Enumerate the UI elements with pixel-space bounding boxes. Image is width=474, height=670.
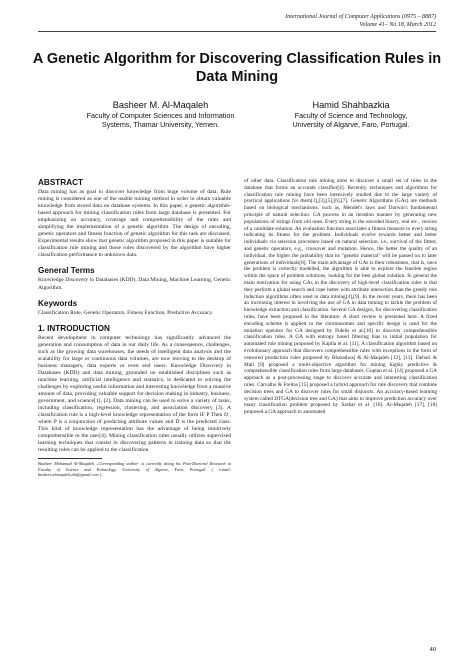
- keywords-text: Classification Rule, Genetic Operators, Fitness Function, Predictive Accuracy.: [38, 309, 214, 316]
- left-column: [38, 178, 231, 478]
- author-footnote: Basheer Mohamad Al-Maqaleh –Corresponding author- is currently doing his Post-Doctoral Research at Faculty of Science and Technology, University of Algarve, Faro, Portugal. ( e-mail: basheer.almaqaleh.dm@gmail.com ).: [38, 461, 231, 478]
- general-terms-heading: General Terms: [38, 266, 95, 276]
- abstract-heading: ABSTRACT: [38, 178, 84, 187]
- footnote-rule: [38, 458, 102, 459]
- header-rule: [38, 31, 436, 32]
- author-name: Hamid Shahbazkia: [312, 100, 390, 110]
- introduction-heading: 1. INTRODUCTION: [38, 323, 110, 333]
- introduction-text: Recent development in computer technology has significantly advanced the generation and consumption of data in our daily life. As a consequence, challenges, such as the growing data warehouses, the needs of intelligent data analysis and the scalability for large or continuous data volumes, are now moving to the desktop of business managers, data experts or even end users. Knowledge Discovery in Databases (KDD) and data mining, grounded on established disciplines such as machine learning, artificial intelligence and statistics, is dedicated to solving the challenges by exploring useful information and interesting knowledge from a massive amount of data, providing valuable support for decision making in industry, business, government, and science[1], [2]. Data mining can be used to solve a variety of tasks, including classification, regression, clustering, and association discovery [3]. A classification rule is a high-level knowledge representation of the form IF P Then D , where P is a conjunction of predicting attribute values and D is the predicted class. This kind of knowledge representation has the advantage of being intuitively comprehensible to the user[4]. Mining classification rules usually utilizes supervised learning techniques that consist in discovering patterns in training data so that the resulting rules can be applied to the classification: [38, 334, 231, 454]
- author-block-1: [78, 100, 243, 130]
- page-number: 40: [429, 646, 436, 653]
- keywords-heading: Keywords: [38, 298, 78, 308]
- author-block-2: [283, 100, 419, 130]
- journal-header: [285, 14, 436, 29]
- author-name: Basheer M. Al-Maqaleh: [112, 100, 209, 110]
- abstract-text: Data mining has as goal to discover knowledge from huge volume of data. Rule mining is considered as one of the usable mining method in order to obtain valuable knowledge from stored data on database systems. In this paper, a genetic algorithm-based approach for mining classification rules from large database is presented. For emphasizing on accuracy, coverage and comprehensibility of the rules and simplifying the implementation of a genetic algorithm. The design of encoding, genetic operators and fitness function of genetic algorithm for this task are discussed. Experimental results show that genetic algorithm proposed in this paper is suitable for classification rule mining and those rules discovered by the algorithm have higher classification performance to unknown data.: [38, 189, 231, 259]
- paper-title: A Genetic Algorithm for Discovering Classification Rules in Data Mining: [32, 51, 442, 85]
- author-affiliation: Faculty of Computer Sciences and Information Systems, Thamar University, Yemen.: [86, 111, 235, 129]
- introduction-continued-text: of other data. Classification rule mining aims to discover a small set of rules in the database that forms an accurate classifier[4]. Recently, techniques and algorithms for classification rule mining have been intensively studied due to the large variety of practical applications for them[1],[3],[5],[6],[7]. Genetic Algorithms (GAs) are methods based on biological mechanisms, such as, Mendel's laws and Darwin's fundamental principle of natural selection. GA process in an iteration manner by generating new populations of strings from old ones. Every string is the encoded binary, real etc., version of a candidate solution. An evaluation function associates a fitness measure to every string indicating its fitness for the problem. Individuals evolve towards better and better individuals via selection procedure based on natural selection, i.e., survival of the fittest, and genetic operators, e.g., crossover and mutation. Hence, the better the quality of an individual, the higher the probability that its "genetic material" will be passed on to later generations of individuals[8]. The main advantage of GAs is their robustness, that is, once the problem is correctly modelled, the algorithm is able to explore the feasible region within the space of problem solutions, looking for the best global solution. In general the main motivation for using GAs in the discovery of high-level classification rules is that they perform a global search and cope better with attribute interaction than the greedy rule induction algorithms often used in data mining[4],[9]. In the recent years, there has been an increasing interest in involving the use of GA in data mining to tackle the problem of knowledge extraction and classification. Several GA designs, for discovering classification rules, have been proposed in the literature. A short review is presented here. A fixed encoding scheme is applied to the chromosomes and specific design is used for the mutation operator for GA designed by Fidelis et al.[10] to discover comprehensible classification rules. A GA with entropy based filtering bias to initial population for automated rule mining proposed by Kapila et al. [11]. A classification algorithm based on evolutionary approach that discovers comprehensible rules with exceptions in the form of censored production rules proposed by Bharadwaj & Al-Maqaleh [12], [13]. Dehuri & Mall [9] proposed a multi-objective algorithm for mining highly predictive & comprehensible classification rules from large databases. Goplan et al. [14] proposed a GA approach as a post-processing stage to discover accurate and interesting classification rules. Carvalho & Freitas [15] proposed a hybrid approach for rule discovery that combine decision trees and GA to discover rules for small disjuncts. An accuracy-based learning system called DTGA(decision tree and GA) that aims to improve prediction accuracy over many classification problem proposed by Sarkar et al. [16]. Al-Maqaleh [17], [18] proposed a GA approach to automated: [244, 178, 437, 416]
- journal-volume: Volume 41– No.18, March 2012: [359, 21, 436, 28]
- journal-name: International Journal of Computer Applications (0975 – 8887): [285, 14, 436, 20]
- general-terms-text: Knowledge Discovery in Databases (KDD), Data Mining, Machine Learning, Genetic Algorithm.: [38, 277, 231, 291]
- author-affiliation: Faculty of Science and Technology, University of Algarve, Faro, Portugal.: [292, 111, 410, 129]
- right-column: [244, 178, 437, 416]
